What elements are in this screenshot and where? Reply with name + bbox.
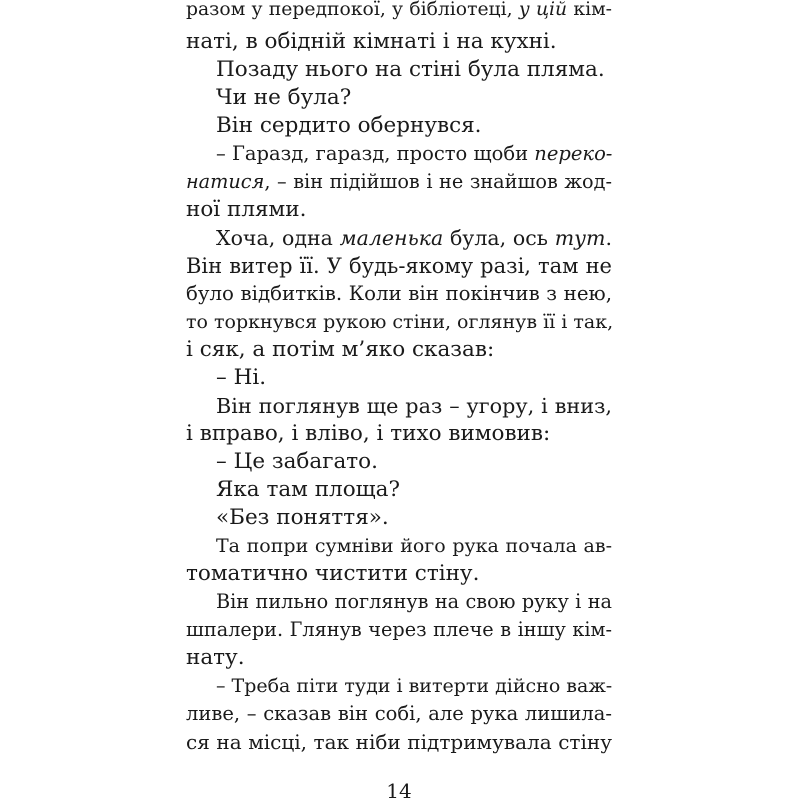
text-line: то торкнувся рукою стіни, оглянув її і так, — [186, 311, 614, 333]
text-line: ливе, – сказав він собі, але рука лишила- — [186, 702, 612, 725]
text-line: нату. — [186, 645, 245, 670]
text-line: разом у передпокої, у бібліотеці, у цій кім- — [186, 0, 612, 20]
text-line: – Це забагато. — [216, 449, 378, 474]
text-line: ної плями. — [186, 197, 307, 222]
text-line: і сяк, а потім м’яко сказав: — [186, 337, 495, 362]
text-line: Хоча, одна маленька була, ось тут. — [216, 226, 612, 250]
text-line: ся на місці, так ніби підтримувала стіну — [186, 730, 612, 754]
page-number: 14 — [386, 779, 412, 803]
text-line: – Гаразд, гаразд, просто щоби переко- — [216, 142, 613, 165]
text-line: натися, – він підійшов і не знайшов жод- — [186, 170, 612, 193]
text-line: Позаду нього на стіні була пляма. — [216, 57, 605, 82]
text-line: томатично чистити стіну. — [186, 561, 480, 586]
text-line: Яка там площа? — [216, 477, 400, 502]
text-line: шпалери. Глянув через плече в іншу кім- — [186, 618, 612, 641]
text-line: Він витер її. У будь-якому разі, там не — [186, 254, 612, 278]
text-line: наті, в обідній кімнаті і на кухні. — [186, 29, 557, 54]
text-line: «Без поняття». — [216, 505, 389, 530]
text-line: – Ні. — [216, 365, 267, 390]
book-page — [186, 0, 614, 803]
text-line: Він пильно поглянув на свою руку і на — [216, 590, 612, 613]
text-line: Чи не була? — [216, 85, 352, 110]
text-line: і вправо, і вліво, і тихо вимовив: — [186, 421, 551, 446]
text-line: Та попри сумніви його рука почала ав- — [216, 535, 612, 557]
text-line: – Треба піти туди і витерти дійсно важ- — [216, 675, 613, 697]
text-line: Він сердито обернувся. — [216, 113, 482, 138]
text-line: Він поглянув ще раз – угору, і вниз, — [216, 394, 612, 418]
text-line: було відбитків. Коли він покінчив з нею, — [186, 282, 612, 305]
